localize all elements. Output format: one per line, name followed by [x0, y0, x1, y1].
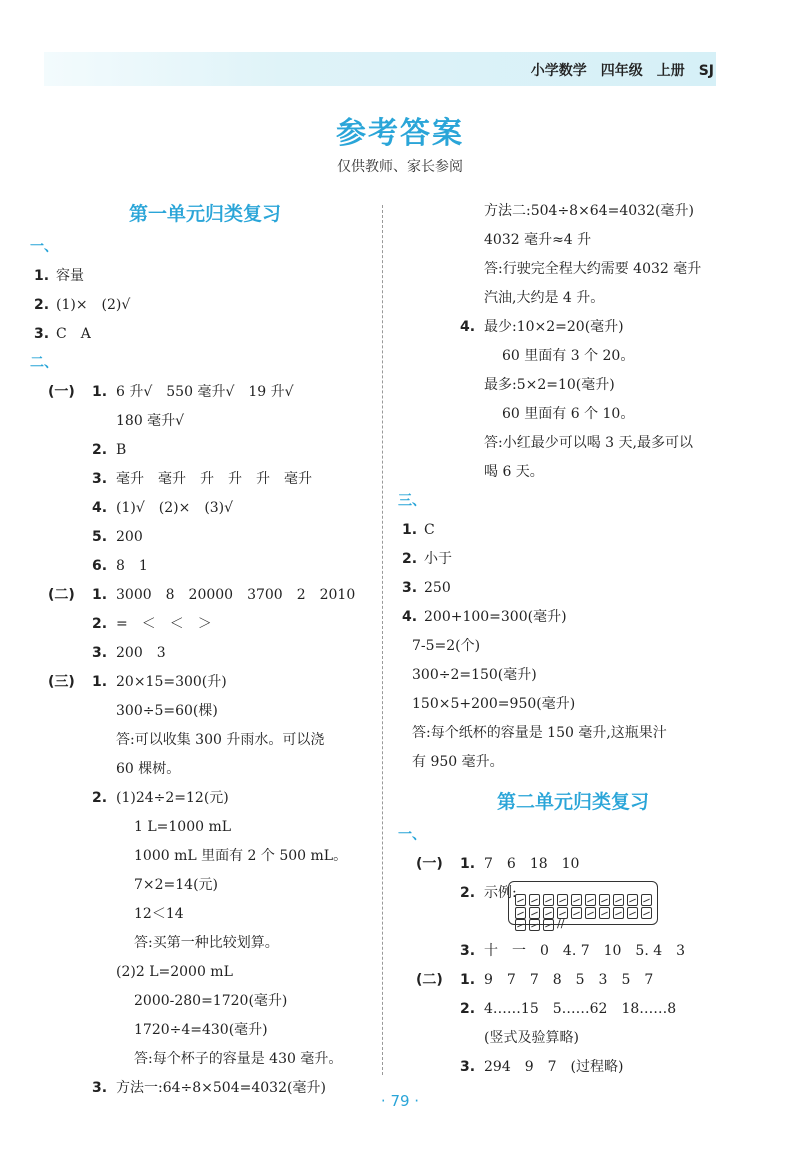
item-number: 1.	[92, 674, 108, 690]
group-label: (一)	[416, 856, 443, 872]
answer-line	[398, 821, 748, 850]
answer-line	[30, 233, 380, 262]
item-number: 1.	[460, 972, 476, 988]
answer-text: C A	[56, 326, 91, 342]
page-subtitle: 仅供教师、家长参阅	[337, 159, 463, 175]
answer-text: 7-5=2(个)	[412, 638, 481, 654]
item-number: 3.	[402, 580, 418, 596]
answer-line	[30, 494, 380, 523]
header-label: 小学数学 四年级 上册 SJ	[530, 63, 714, 79]
answer-line	[30, 987, 380, 1016]
answer-text: C	[424, 522, 435, 538]
item-number: 3.	[92, 645, 108, 661]
item-number: 2.	[92, 616, 108, 632]
right-answers-a	[398, 197, 748, 777]
answer-line	[30, 523, 380, 552]
answer-line	[30, 697, 380, 726]
item-number: 1.	[92, 587, 108, 603]
answer-text: (1)24÷2=12(元)	[116, 790, 229, 806]
answer-text: 200+100=300(毫升)	[424, 609, 567, 625]
answer-line	[398, 850, 748, 879]
section-marker: 一、	[30, 239, 58, 255]
group-label: (二)	[416, 972, 443, 988]
answer-line	[398, 937, 748, 966]
item-number: 1.	[34, 268, 50, 284]
answer-text: 300÷2=150(毫升)	[412, 667, 537, 683]
answer-line	[398, 516, 748, 545]
answer-line	[30, 958, 380, 987]
answer-line	[30, 639, 380, 668]
answer-text: 294 9 7 (过程略)	[484, 1059, 624, 1075]
answer-line	[30, 900, 380, 929]
answer-text: 喝 6 天。	[484, 464, 544, 480]
answer-line	[30, 842, 380, 871]
answer-text: 1720÷4=430(毫升)	[134, 1022, 268, 1038]
answer-text: 方法一:64÷8×504=4032(毫升)	[116, 1080, 326, 1096]
answer-text: 答:可以收集 300 升雨水。可以浇	[116, 732, 325, 748]
answer-text: 6 升√ 550 毫升√ 19 升√	[116, 384, 294, 400]
answer-line	[30, 552, 380, 581]
answer-line	[398, 748, 748, 777]
item-number: 2.	[402, 551, 418, 567]
answer-line	[30, 262, 380, 291]
answer-line	[30, 436, 380, 465]
answer-line	[30, 726, 380, 755]
answer-line	[30, 320, 380, 349]
left-column	[30, 195, 380, 1103]
answer-line	[398, 400, 748, 429]
answer-line	[398, 342, 748, 371]
answer-line	[30, 291, 380, 320]
item-number: 4.	[402, 609, 418, 625]
answer-text: B	[116, 442, 127, 458]
answer-line	[30, 668, 380, 697]
answer-text: 十 一 0 4. 7 10 5. 4 3	[484, 943, 686, 959]
answer-text: 最多:5×2=10(毫升)	[484, 377, 615, 393]
answer-line	[30, 871, 380, 900]
answer-text: 2000-280=1720(毫升)	[134, 993, 288, 1009]
item-number: 2.	[460, 885, 476, 901]
item-number: 3.	[460, 1059, 476, 1075]
answer-line	[30, 349, 380, 378]
answer-line	[30, 581, 380, 610]
answer-line	[398, 603, 748, 632]
answer-line	[398, 690, 748, 719]
answer-line	[398, 545, 748, 574]
answer-line	[30, 1016, 380, 1045]
group-label: (一)	[48, 384, 75, 400]
item-number: 2.	[92, 790, 108, 806]
group-label: (二)	[48, 587, 75, 603]
answer-line	[30, 465, 380, 494]
answer-line	[398, 429, 748, 458]
answer-text: 250	[424, 580, 451, 596]
answer-text: 容量	[56, 268, 84, 284]
answer-text: 最少:10×2=20(毫升)	[484, 319, 624, 335]
answer-text: 1000 mL 里面有 2 个 500 mL。	[134, 848, 348, 864]
answer-text: 3000 8 20000 3700 2 2010	[116, 587, 356, 603]
left-answers	[30, 233, 380, 1103]
answer-text: 小于	[424, 551, 452, 567]
item-number: 1.	[92, 384, 108, 400]
answer-line	[398, 915, 748, 937]
item-number: 4.	[92, 500, 108, 516]
answer-text: 150×5+200=950(毫升)	[412, 696, 576, 712]
answer-text: 20×15=300(升)	[116, 674, 227, 690]
answer-text: 200	[116, 529, 143, 545]
group-label: (三)	[48, 674, 75, 690]
answer-line	[398, 226, 748, 255]
tally-strokes: //	[557, 917, 565, 930]
answer-text: 60 里面有 3 个 20。	[502, 348, 635, 364]
answer-text: 示例:	[484, 885, 517, 901]
item-number: 5.	[92, 529, 108, 545]
answer-line	[398, 632, 748, 661]
answer-line	[398, 995, 748, 1024]
answer-line	[30, 929, 380, 958]
answer-text: (1)√ (2)× (3)√	[116, 500, 234, 516]
answer-line	[398, 574, 748, 603]
answer-line	[30, 1045, 380, 1074]
section-marker: 三、	[398, 493, 426, 509]
item-number: 1.	[460, 856, 476, 872]
item-number: 2.	[92, 442, 108, 458]
answer-text: 4032 毫升≈4 升	[484, 232, 592, 248]
answer-line	[398, 966, 748, 995]
answer-line	[398, 313, 748, 342]
answer-text: 有 950 毫升。	[412, 754, 504, 770]
item-number: 3.	[92, 471, 108, 487]
answer-line	[398, 284, 748, 313]
page-number: · 79 ·	[380, 1092, 420, 1110]
answer-line	[30, 813, 380, 842]
answer-line	[398, 487, 748, 516]
page-title: 参考答案	[336, 116, 464, 151]
answer-text: 9 7 7 8 5 3 5 7	[484, 972, 654, 988]
answer-text: 300÷5=60(棵)	[116, 703, 218, 719]
answer-text: 60 里面有 6 个 10。	[502, 406, 635, 422]
section-marker: 二、	[30, 355, 58, 371]
answer-text: (1)× (2)√	[56, 297, 131, 313]
answer-text: 7 6 18 10	[484, 856, 580, 872]
answer-text: 答:买第一种比较划算。	[134, 935, 279, 951]
answer-text: 汽油,大约是 4 升。	[484, 290, 605, 306]
answer-line	[398, 1053, 748, 1082]
answer-line	[398, 1024, 748, 1053]
item-number: 2.	[34, 297, 50, 313]
answer-line	[30, 755, 380, 784]
item-number: 1.	[402, 522, 418, 538]
tally-row	[515, 888, 655, 900]
item-number: 4.	[460, 319, 476, 335]
answer-text: 60 棵树。	[116, 761, 181, 777]
answer-text: 答:每个纸杯的容量是 150 毫升,这瓶果汁	[412, 725, 667, 741]
right-column	[398, 197, 748, 1082]
answer-line	[30, 784, 380, 813]
item-number: 6.	[92, 558, 108, 574]
answer-text: 1 L=1000 mL	[134, 819, 232, 835]
item-number: 3.	[460, 943, 476, 959]
answer-text: (2)2 L=2000 mL	[116, 964, 233, 980]
answer-line	[398, 719, 748, 748]
section-marker: 一、	[398, 827, 426, 843]
answer-line	[30, 407, 380, 436]
tally-row	[515, 901, 655, 913]
right-answers-b	[398, 821, 748, 1082]
answer-text: 方法二:504÷8×64=4032(毫升)	[484, 203, 694, 219]
answer-text: 8 1	[116, 558, 148, 574]
answer-line	[30, 378, 380, 407]
answer-line	[398, 458, 748, 487]
answer-line	[398, 661, 748, 690]
answer-line	[398, 879, 748, 930]
answer-text: = ＜ ＜ ＞	[116, 616, 212, 632]
answer-text: 答:每个杯子的容量是 430 毫升。	[134, 1051, 343, 1067]
unit-title-2: 第二单元归类复习	[496, 791, 649, 813]
answer-line	[398, 197, 748, 226]
answer-text: 4……15 5……62 18……8	[484, 1001, 677, 1017]
item-number: 3.	[92, 1080, 108, 1096]
answer-text: 答:小红最少可以喝 3 天,最多可以	[484, 435, 693, 451]
answer-line	[398, 371, 748, 400]
column-divider	[382, 205, 383, 1075]
item-number: 2.	[460, 1001, 476, 1017]
answer-line	[30, 610, 380, 639]
answer-text: 180 毫升√	[116, 413, 185, 429]
answer-text: 7×2=14(元)	[134, 877, 219, 893]
answer-line	[398, 255, 748, 284]
item-number: 3.	[34, 326, 50, 342]
answer-text: 毫升 毫升 升 升 升 毫升	[116, 471, 312, 487]
answer-text: 12＜14	[134, 906, 184, 922]
answer-text: 200 3	[116, 645, 166, 661]
answer-text: 答:行驶完全程大约需要 4032 毫升	[484, 261, 702, 277]
unit-title-1: 第一单元归类复习	[128, 203, 281, 225]
answer-text: (竖式及验算略)	[484, 1030, 579, 1046]
